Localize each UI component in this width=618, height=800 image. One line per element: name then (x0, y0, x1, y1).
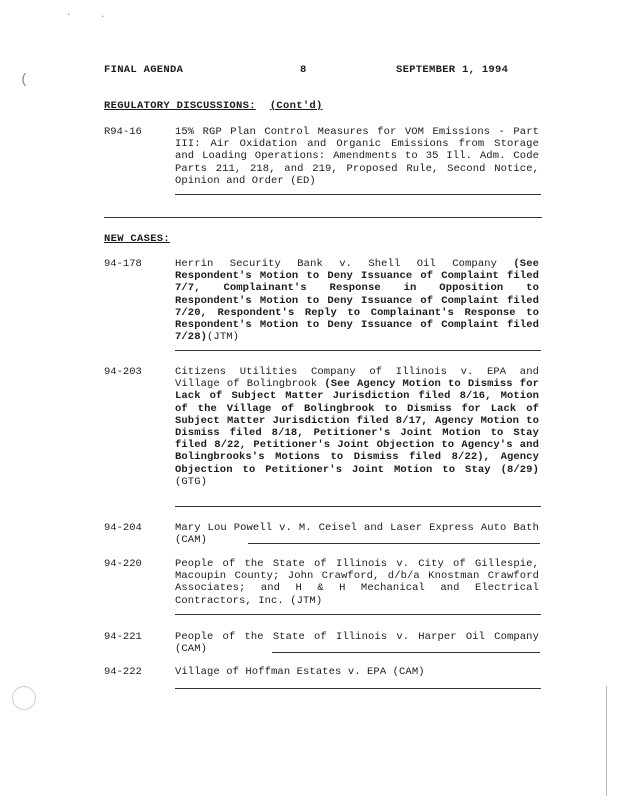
case-number: 94-204 (104, 522, 142, 534)
case-description: 15% RGP Plan Control Measures for VOM Emissions - Part III: Air Oxidation and Organic Emissions from Storage and Loading Operations: Amendments to 35 Ill. Adm. Code Parts 211, 218, and 219, Proposed Rule, Second Notice, Opinion and Order (ED) (175, 126, 539, 187)
scan-speck: · (100, 12, 106, 22)
case-title: Citizens Utilities Company of Illinois v. EPA and Village of Bolingbrook (175, 366, 539, 391)
signature-line (248, 543, 540, 544)
header-date: SEPTEMBER 1, 1994 (396, 64, 509, 76)
case-number: R94-16 (104, 126, 142, 138)
case-description: People of the State of Illinois v. Harper Oil Company (CAM) (175, 631, 539, 656)
case-motion-note: (See Respondent's Motion to Deny Issuance of Complaint filed 7/7, Complainant's Response in Opposition to Respondent's Motion to Deny Issuance of Complaint filed 7/20, Respondent's Reply to Complainant's Response to Respondent's Motion to Deny Issuance of Complaint filed 7/28) (175, 258, 539, 344)
case-number: 94-178 (104, 258, 142, 270)
section-divider (104, 217, 542, 218)
header-page-number: 8 (300, 64, 307, 76)
signature-line (175, 688, 541, 689)
section-regulatory-label: REGULATORY DISCUSSIONS: (104, 100, 256, 112)
case-description: People of the State of Illinois v. City of Gillespie, Macoupin County; John Crawford, d/b/a Knostman Crawford Associates; and H & H Mechanical and Electrical Contractors, Inc. (JTM) (175, 558, 539, 607)
signature-line (175, 614, 541, 615)
scan-speck: ( (20, 72, 29, 88)
signature-line (175, 350, 541, 351)
section-new-cases-title: NEW CASES: (104, 233, 171, 245)
case-description (175, 366, 539, 488)
case-description: Village of Hoffman Estates v. EPA (CAM) (175, 666, 425, 678)
section-regulatory-contd: (Cont'd) (269, 100, 323, 112)
scan-speck: · (66, 10, 72, 20)
case-description (175, 258, 539, 343)
case-title: Herrin Security Bank v. Shell Oil Company (175, 258, 498, 270)
scan-edge-line (606, 686, 607, 796)
signature-line (175, 194, 541, 195)
signature-line (272, 652, 540, 653)
header-title: FINAL AGENDA (104, 64, 184, 76)
case-number: 94-220 (104, 558, 142, 570)
case-number: 94-222 (104, 666, 142, 678)
case-assignee: (GTG) (175, 475, 208, 488)
case-description: Mary Lou Powell v. M. Ceisel and Laser Express Auto Bath (CAM) (175, 522, 539, 547)
case-number: 94-221 (104, 631, 142, 643)
signature-line (175, 506, 541, 507)
case-assignee: (JTM) (207, 331, 240, 344)
case-motion-note: (See Agency Motion to Dismiss for Lack of Subject Matter Jurisdiction filed 8/16, Motion of the Village of Bolingbrook to Dismiss for Lack of Subject Matter Jurisdiction filed 8/17, Agency Motion to Dismiss filed 8/18, Petitioner's Joint Motion to Stay filed 8/22, Petitioner's Joint Objection to Agency's and Bolingbrooks's Motions to Dismiss filed 8/22), Agency Objection to Petitioner's Joint Motion to Stay (8/29) (175, 378, 540, 476)
case-number: 94-203 (104, 366, 142, 378)
scan-artifact (12, 686, 36, 710)
section-regulatory-title (104, 100, 323, 112)
